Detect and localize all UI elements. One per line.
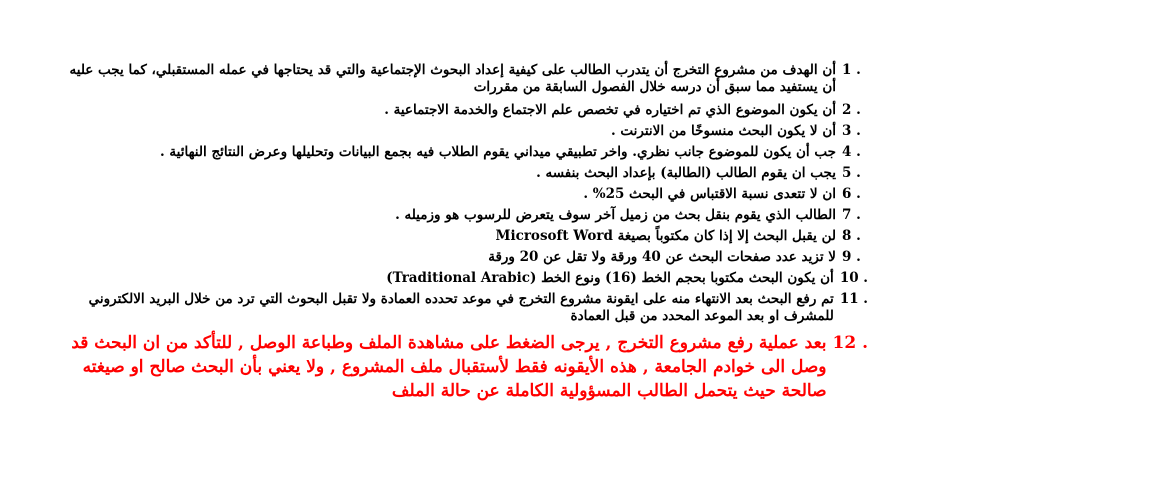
rule-text: أن لا يكون البحث منسوخًا من الانترنت . bbox=[610, 123, 836, 139]
rule-text: يجب ان يقوم الطالب (الطالبة) بإعداد البحث بنفسه . bbox=[536, 165, 836, 181]
rule-number: 7 . bbox=[842, 207, 861, 223]
rule-number: 12 . bbox=[832, 333, 868, 353]
rule-number: 2 . bbox=[842, 102, 861, 118]
rule-item-5 bbox=[60, 165, 868, 182]
rule-number: 10 . bbox=[839, 270, 868, 286]
rule-number: 3 . bbox=[842, 123, 861, 139]
rule-number: 1 . bbox=[842, 62, 861, 78]
rule-item-1 bbox=[60, 62, 868, 96]
rule-text: جب أن يكون للموضوع جانب نظري. واخر تطبيقي ميداني يقوم الطلاب فيه بجمع البيانات وتحليلها وعرض النتائج النهائية . bbox=[160, 144, 836, 160]
rule-item-7 bbox=[60, 207, 868, 224]
rule-text: أن يكون البحث مكتوبا بحجم الخط (16) ونوع الخط (Traditional Arabic) bbox=[386, 270, 834, 286]
rule-number: 11 . bbox=[839, 291, 868, 307]
rule-text: أن الهدف من مشروع التخرج أن يتدرب الطالب على كيفية إعداد البحوث الإجتماعية والتي قد يحتاجها في عمله المستقبلي، كما يجب عليه أن يستفيد مما سبق أن درسه خلال الفصول السابقة من مقررات bbox=[69, 62, 836, 95]
rule-item-6 bbox=[60, 186, 868, 203]
rule-text: أن يكون الموضوع الذي تم اختياره في تخصص علم الاجتماع والخدمة الاجتماعية . bbox=[384, 102, 836, 118]
rule-item-3 bbox=[60, 123, 868, 140]
rule-text: الطالب الذي يقوم بنقل بحث من زميل آخر سوف يتعرض للرسوب هو وزميله . bbox=[395, 207, 836, 223]
rule-number: 4 . bbox=[842, 144, 861, 160]
rule-text: تم رفع البحث بعد الانتهاء منه على ايقونة مشروع التخرج في موعد تحدده العمادة ولا تقبل البحوث التي ترد من خلال البريد الالكتروني للمشرف او بعد الموعد المحدد من قبل العمادة bbox=[88, 291, 834, 324]
rule-item-10 bbox=[60, 270, 868, 287]
rule-number: 8 . bbox=[842, 228, 861, 244]
rule-item-4 bbox=[60, 144, 868, 161]
rule-text: لن يقبل البحث إلا إذا كان مكتوباً بصيغة Microsoft Word bbox=[495, 228, 836, 244]
rule-text: ان لا تتعدى نسبة الاقتباس في البحث 25% . bbox=[583, 186, 836, 202]
project-rules-list bbox=[60, 62, 868, 409]
rule-item-2 bbox=[60, 102, 868, 119]
rule-number: 5 . bbox=[842, 165, 861, 181]
rule-text-highlighted: بعد عملية رفع مشروع التخرج , يرجى الضغط على مشاهدة الملف وطباعة الوصل , للتأكد من ان البحث قد وصل الى خوادم الجامعة , هذه الأيقونه فقط لأستقبال ملف المشروع , ولا يعني بأن البحث صالح او صيغته صالحة حيث يتحمل الطالب المسؤولية الكاملة عن حالة الملف bbox=[71, 333, 827, 401]
rule-text: لا تزيد عدد صفحات البحث عن 40 ورقة ولا تقل عن 20 ورقة bbox=[488, 249, 836, 265]
rule-number: 6 . bbox=[842, 186, 861, 202]
rule-item-9 bbox=[60, 249, 868, 266]
rule-item-8 bbox=[60, 228, 868, 245]
rule-item-11 bbox=[60, 291, 868, 325]
rule-item-12-important bbox=[60, 331, 868, 403]
rule-number: 9 . bbox=[842, 249, 861, 265]
